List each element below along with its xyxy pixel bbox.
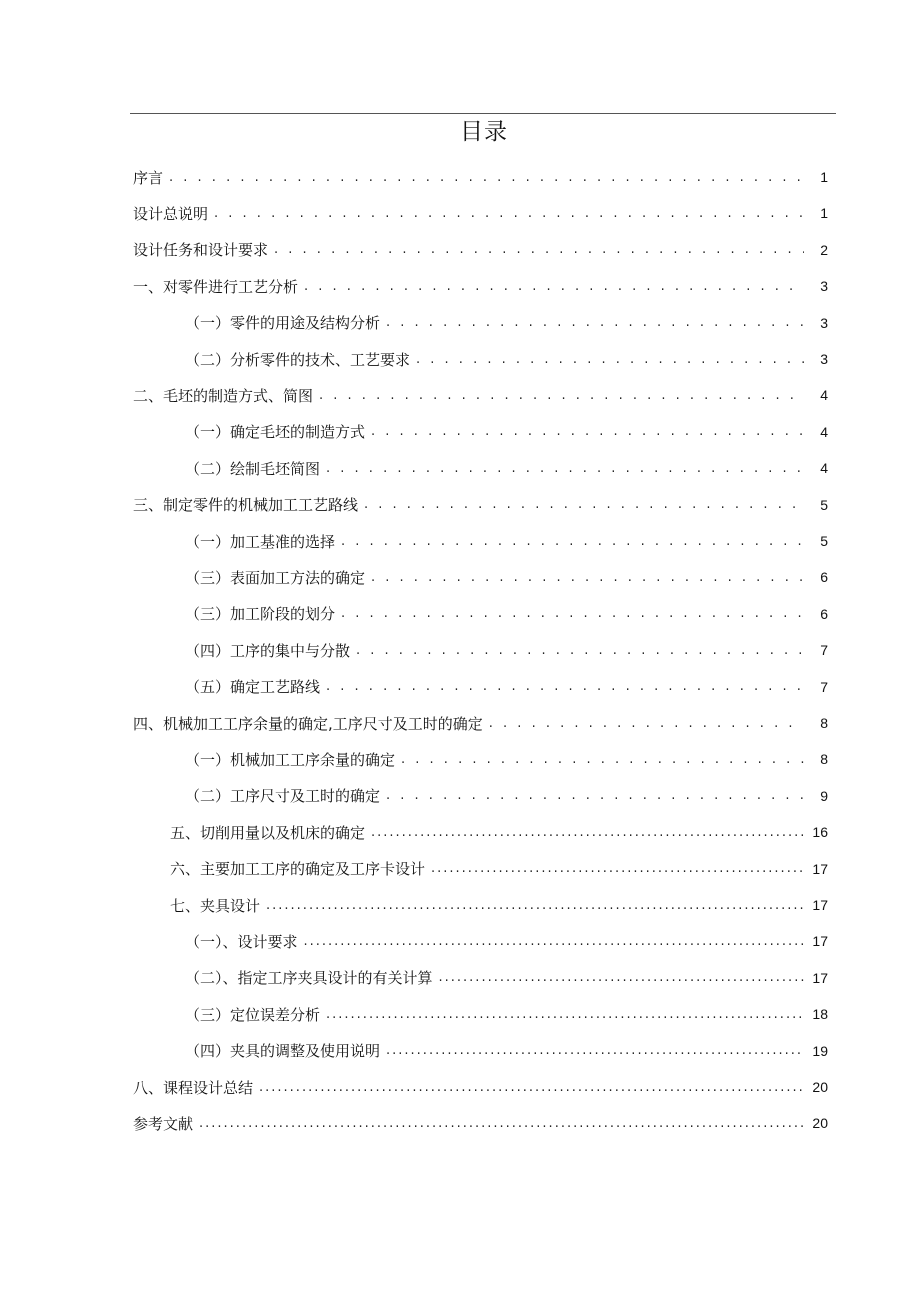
- toc-entry[interactable]: [185, 308, 828, 338]
- toc-entry-page-number: 17: [812, 897, 828, 913]
- dot-leader: [199, 1116, 804, 1131]
- toc-entry-label: 七、夹具设计: [170, 896, 261, 915]
- toc-entry[interactable]: [133, 490, 828, 520]
- toc-entry-label: （二）分析零件的技术、工艺要求: [185, 350, 411, 369]
- toc-entry-label: （一）机械加工工序余量的确定: [185, 750, 396, 769]
- header-rule: [130, 113, 836, 114]
- toc-entry-label: （四）夹具的调整及使用说明: [185, 1042, 381, 1061]
- toc-entry-page-number: 3: [820, 278, 828, 295]
- toc-entry-page-number: 19: [812, 1042, 828, 1059]
- toc-entry[interactable]: [170, 854, 828, 884]
- toc-entry-label: （二）工序尺寸及工时的确定: [185, 787, 381, 806]
- toc-entry[interactable]: [133, 198, 828, 228]
- dot-leader: [214, 206, 804, 221]
- toc-entry-label: 四、机械加工工序余量的确定,工序尺寸及工时的确定: [133, 714, 483, 733]
- toc-entry-page-number: 6: [820, 605, 828, 622]
- toc-entry[interactable]: [133, 271, 828, 301]
- dot-leader: [266, 898, 804, 913]
- toc-entry[interactable]: [185, 562, 828, 592]
- toc-entry-label: 五、切削用量以及机床的确定: [170, 823, 366, 842]
- toc-entry[interactable]: [185, 744, 828, 774]
- toc-entry-label: （一）加工基准的选择: [185, 532, 336, 551]
- toc-entry[interactable]: [133, 1072, 828, 1102]
- toc-entry-label: 六、主要加工工序的确定及工序卡设计: [170, 860, 426, 879]
- dot-leader: [371, 570, 804, 585]
- toc-entry[interactable]: [170, 817, 828, 847]
- toc-entry[interactable]: [185, 599, 828, 629]
- toc-entry-label: 一、对零件进行工艺分析: [133, 277, 299, 296]
- dot-leader: [439, 970, 804, 985]
- dot-leader: [416, 352, 804, 367]
- toc-entry[interactable]: [185, 526, 828, 556]
- dot-leader: [364, 497, 804, 512]
- toc-entry[interactable]: [185, 963, 828, 993]
- toc-entry-page-number: 17: [812, 969, 828, 986]
- toc-entry[interactable]: [185, 453, 828, 483]
- toc-entry-label: （一）、设计要求: [185, 932, 298, 951]
- toc-entry-page-number: 16: [812, 824, 828, 841]
- dot-leader: [326, 1007, 804, 1022]
- dot-leader: [386, 315, 804, 330]
- toc-entry-label: （三）表面加工方法的确定: [185, 568, 366, 587]
- toc-entry-page-number: 5: [820, 533, 828, 549]
- toc-entry-page-number: 8: [820, 751, 828, 768]
- toc-entry[interactable]: [133, 235, 828, 265]
- dot-leader: [326, 679, 804, 694]
- toc-entry-page-number: 9: [820, 787, 828, 804]
- toc-entry-label: 序言: [133, 168, 164, 187]
- dot-leader: [489, 716, 804, 731]
- toc-entry-label: 三、制定零件的机械加工工艺路线: [133, 496, 359, 515]
- toc-entry[interactable]: [133, 1108, 828, 1138]
- toc-entry-page-number: 4: [820, 460, 828, 477]
- toc-entry[interactable]: [133, 380, 828, 410]
- toc-entry[interactable]: [185, 926, 828, 956]
- toc-entry-label: （三）定位误差分析: [185, 1005, 321, 1024]
- toc-entry-label: （一）确定毛坯的制造方式: [185, 423, 366, 442]
- toc-entry[interactable]: [185, 635, 828, 665]
- dot-leader: [371, 424, 804, 439]
- toc-entry-page-number: 4: [820, 387, 828, 404]
- dot-leader: [356, 643, 804, 658]
- toc-entry-label: 八、课程设计总结: [133, 1078, 254, 1097]
- toc-entry-page-number: 3: [820, 351, 828, 367]
- toc-entry-label: （二）绘制毛坯简图: [185, 459, 321, 478]
- dot-leader: [169, 170, 804, 185]
- dot-leader: [326, 461, 804, 476]
- toc-entry-page-number: 7: [820, 642, 828, 659]
- toc-entry[interactable]: [185, 1036, 828, 1066]
- toc-entry-label: 二、毛坯的制造方式、简图: [133, 386, 314, 405]
- toc-entry[interactable]: [185, 999, 828, 1029]
- toc-entry-label: 设计总说明: [133, 204, 209, 223]
- toc-entry[interactable]: [185, 417, 828, 447]
- dot-leader: [304, 934, 804, 949]
- dot-leader: [259, 1080, 804, 1095]
- dot-leader: [304, 279, 804, 294]
- toc-entry-label: 参考文献: [133, 1114, 194, 1133]
- toc-entry-page-number: 1: [820, 169, 828, 185]
- toc-entry-label: （二）、指定工序夹具设计的有关计算: [185, 969, 433, 988]
- toc-entry[interactable]: [170, 890, 828, 920]
- toc-entry-page-number: 7: [820, 678, 828, 695]
- toc-entry-label: （一）零件的用途及结构分析: [185, 314, 381, 333]
- toc-entry-label: 设计任务和设计要求: [133, 241, 269, 260]
- toc-entry[interactable]: [133, 162, 828, 192]
- toc-entry-page-number: 17: [812, 860, 828, 877]
- toc-entry-page-number: 20: [812, 1115, 828, 1132]
- dot-leader: [401, 752, 804, 767]
- toc-entry[interactable]: [185, 344, 828, 374]
- toc-entry-page-number: 5: [820, 496, 828, 513]
- dot-leader: [319, 388, 804, 403]
- toc-entry[interactable]: [185, 672, 828, 702]
- toc-entry[interactable]: [185, 781, 828, 811]
- toc-title: 目录: [460, 119, 508, 145]
- toc-entry-page-number: 8: [820, 715, 828, 731]
- dot-leader: [386, 1043, 804, 1058]
- toc-entry-page-number: 17: [812, 933, 828, 950]
- dot-leader: [274, 242, 804, 257]
- toc-entry[interactable]: [133, 708, 828, 738]
- toc-entry-page-number: 4: [820, 423, 828, 440]
- toc-entry-page-number: 20: [812, 1079, 828, 1095]
- dot-leader: [341, 534, 804, 549]
- toc-entry-page-number: 3: [820, 314, 828, 331]
- toc-entry-page-number: 18: [812, 1006, 828, 1023]
- toc-entry-page-number: 2: [820, 241, 828, 258]
- dot-leader: [371, 825, 804, 840]
- toc-entry-label: （四）工序的集中与分散: [185, 641, 351, 660]
- dot-leader: [341, 606, 804, 621]
- dot-leader: [431, 861, 804, 876]
- toc-entry-label: （三）加工阶段的划分: [185, 605, 336, 624]
- toc-entry-page-number: 6: [820, 569, 828, 586]
- toc-entry-label: （五）确定工艺路线: [185, 678, 321, 697]
- dot-leader: [386, 788, 804, 803]
- toc-entry-page-number: 1: [820, 205, 828, 222]
